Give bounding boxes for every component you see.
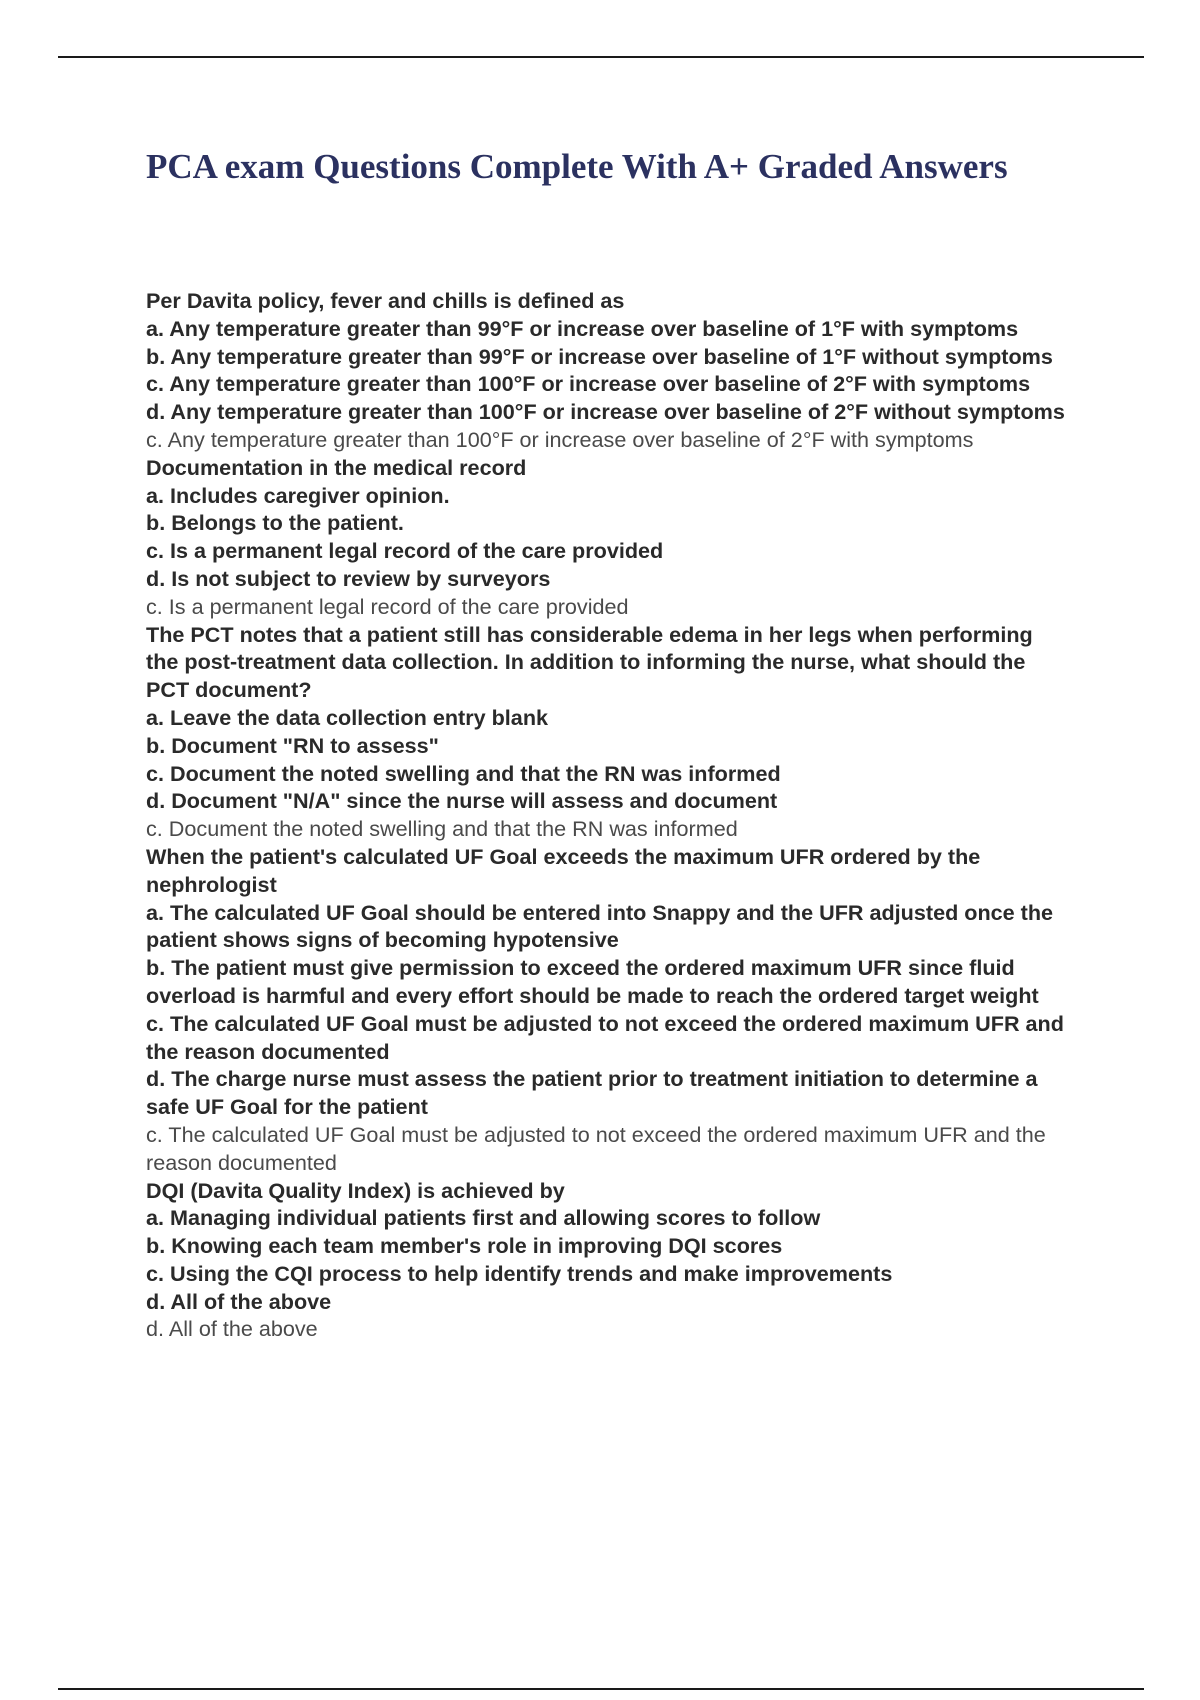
option-d: d. The charge nurse must assess the patient prior to treatment initiation to determine a safe UF Goal for the patient: [146, 1066, 1038, 1120]
answer-text: c. Is a permanent legal record of the care provided: [146, 593, 629, 619]
answer-text: c. Any temperature greater than 100°F or increase over baseline of 2°F with symptoms: [146, 426, 974, 452]
question-text: DQI (Davita Quality Index) is achieved by: [146, 1177, 565, 1203]
option-b: b. The patient must give permission to exceed the ordered maximum UFR since fluid overload is harmful and every effort should be made to reach the ordered target weight: [146, 955, 1039, 1008]
option-a: a. The calculated UF Goal should be entered into Snappy and the UFR adjusted once the patient shows signs of becoming hypotensive: [146, 899, 1054, 953]
option-d: d. Document "N/A" since the nurse will assess and document: [146, 788, 778, 814]
answer-text: c. Document the noted swelling and that the RN was informed: [146, 816, 738, 842]
option-b: b. Belongs to the patient.: [146, 510, 404, 536]
footer-rule: [58, 1688, 1144, 1690]
option-d: d. Is not subject to review by surveyors: [146, 565, 551, 591]
qa-list: [146, 287, 1066, 1343]
option-c: c. Is a permanent legal record of the care provided: [146, 538, 664, 564]
qa-item: [146, 287, 1066, 454]
option-b: b. Knowing each team member's role in improving DQI scores: [146, 1233, 783, 1259]
qa-item: [146, 843, 1066, 1177]
answer-text: c. The calculated UF Goal must be adjusted to not exceed the ordered maximum UFR and the reason documented: [146, 1121, 1046, 1175]
option-c: c. Document the noted swelling and that the RN was informed: [146, 760, 781, 786]
option-a: a. Any temperature greater than 99°F or increase over baseline of 1°F with symptoms: [146, 315, 1019, 341]
qa-item: [146, 1177, 1066, 1344]
option-d: d. All of the above: [146, 1288, 332, 1314]
question-text: Documentation in the medical record: [146, 454, 527, 480]
option-a: a. Managing individual patients first and allowing scores to follow: [146, 1205, 821, 1231]
option-c: c. The calculated UF Goal must be adjusted to not exceed the ordered maximum UFR and the reason documented: [146, 1010, 1064, 1064]
option-a: a. Includes caregiver opinion.: [146, 482, 450, 508]
question-text: The PCT notes that a patient still has considerable edema in her legs when performing the post-treatment data collection. In addition to informing the nurse, what should the PCT document?: [146, 621, 1033, 703]
qa-item: [146, 621, 1066, 843]
option-b: b. Document "RN to assess": [146, 732, 439, 758]
qa-item: [146, 454, 1066, 621]
question-text: Per Davita policy, fever and chills is defined as: [146, 288, 625, 313]
document-title: PCA exam Questions Complete With A+ Graded Answers: [146, 147, 1008, 186]
header-rule: [58, 56, 1144, 58]
option-d: d. Any temperature greater than 100°F or increase over baseline of 2°F without symptoms: [146, 399, 1065, 425]
option-b: b. Any temperature greater than 99°F or increase over baseline of 1°F without symptoms: [146, 343, 1053, 369]
option-c: c. Using the CQI process to help identify trends and make improvements: [146, 1260, 893, 1286]
answer-text: d. All of the above: [146, 1316, 318, 1342]
option-c: c. Any temperature greater than 100°F or increase over baseline of 2°F with symptoms: [146, 371, 1031, 397]
question-text: When the patient's calculated UF Goal exceeds the maximum UFR ordered by the nephrologist: [146, 843, 981, 897]
option-a: a. Leave the data collection entry blank: [146, 704, 549, 730]
